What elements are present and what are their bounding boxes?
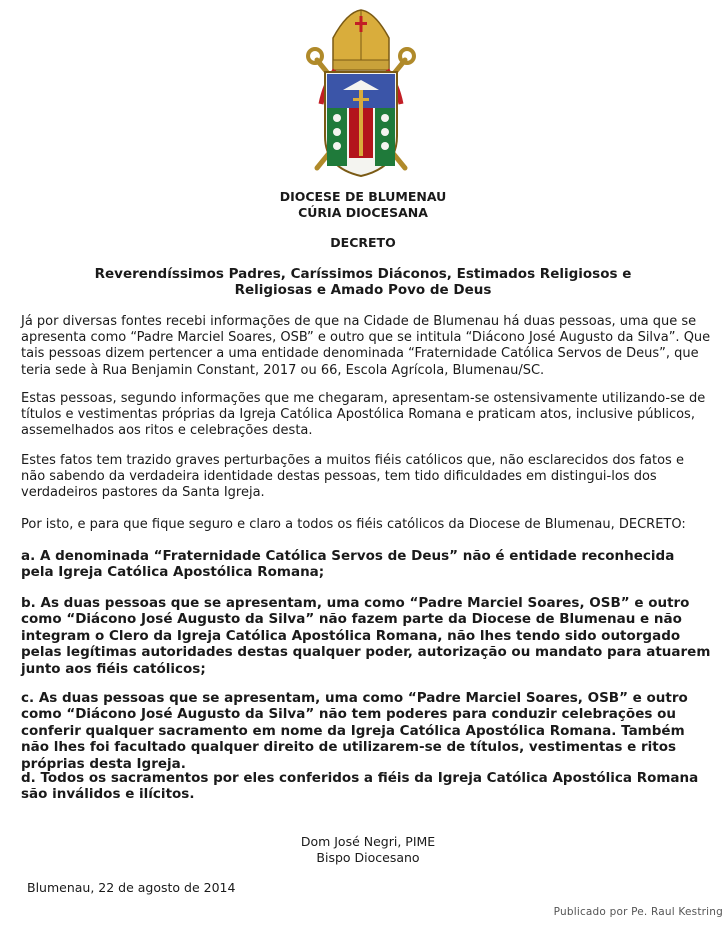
diocese-name: DIOCESE DE BLUMENAU xyxy=(279,189,447,204)
signature-name: Dom José Negri, PIME xyxy=(300,834,436,849)
signature-title: Bispo Diocesano xyxy=(316,850,420,865)
paragraph-4: Por isto, e para que fique seguro e claro a todos os fiéis católicos da Diocese de Blumenau, DECRETO: xyxy=(21,517,686,532)
document-type: DECRETO xyxy=(330,235,396,250)
diocese-coat-of-arms-emblem xyxy=(303,8,419,180)
decree-item-d: d. Todos os sacramentos por eles conferidos a fiéis da Igreja Católica Apostólica Romana são inválidos e ilícitos. xyxy=(21,770,699,803)
document-date: Blumenau, 22 de agosto de 2014 xyxy=(27,880,236,895)
salutation-line-1: Reverendíssimos Padres, Caríssimos Diáconos, Estimados Religiosos e xyxy=(94,266,632,282)
paragraph-2: Estas pessoas, segundo informações que me chegaram, apresentam-se ostensivamente utilizando-se de títulos e vestimentas próprias da Igreja Católica Apostólica Romana e praticam atos, inclusive públicos, assemelhados aos ritos e celebrações desta. xyxy=(21,391,706,439)
curia-name: CÚRIA DIOCESANA xyxy=(298,205,428,220)
salutation-line-2: Religiosas e Amado Povo de Deus xyxy=(234,282,492,298)
paragraph-3: Estes fatos tem trazido graves perturbações a muitos fiéis católicos que, não esclarecidos dos fatos e não sabendo da verdadeira identidade destas pessoas, tem tido dificuldades em distingui-los dos verdadeiros pastores da Santa Igreja. xyxy=(21,453,684,501)
paragraph-1: Já por diversas fontes recebi informações de que na Cidade de Blumenau há duas pessoas, uma que se apresenta como “Padre Marciel Soares, OSB” e outro que se intitula “Diácono José Augusto da Silva”. Que tais pessoas dizem pertencer a uma entidade denominada “Fraternidade Católica Servos de Deus”, que teria sede à Rua Benjamin Constant, 2017 ou 66, Escola Agrícola, Blumenau/SC. xyxy=(21,314,711,378)
decree-item-a: a. A denominada “Fraternidade Católica Servos de Deus” não é entidade reconhecida pela Igreja Católica Apostólica Romana; xyxy=(21,548,675,581)
published-by-credit: Publicado por Pe. Raul Kestring xyxy=(553,906,723,918)
decree-item-c: c. As duas pessoas que se apresentam, uma como “Padre Marciel Soares, OSB” e outro como “Diácono José Augusto da Silva” não tem poderes para conduzir celebrações ou conferir qualquer sacramento em nome da Igreja Católica Apostólica Romana. Também não lhes foi facultado qualquer direito de utilizarem-se de títulos, vestimentas e ritos próprias desta Igreja. xyxy=(21,690,688,772)
decree-item-b: b. As duas pessoas que se apresentam, uma como “Padre Marciel Soares, OSB” e outro como “Diácono José Augusto da Silva” não fazem parte da Diocese de Blumenau e não integram o Clero da Igreja Católica Apostólica Romana, não lhes tendo sido outorgado pelas legítimas autoridades destas qualquer poder, autorização ou mandato para atuarem junto aos fiéis católicos; xyxy=(21,595,711,677)
